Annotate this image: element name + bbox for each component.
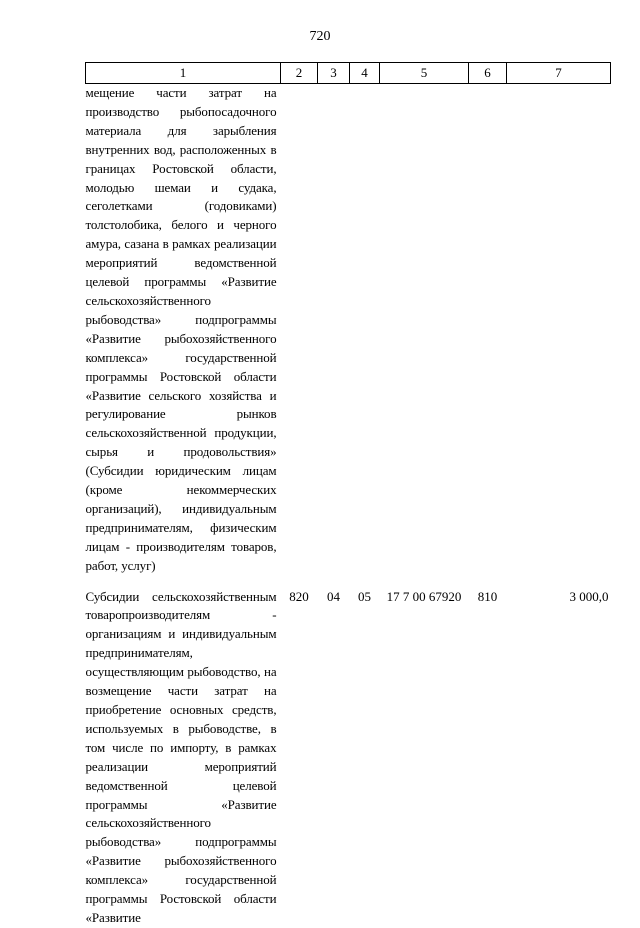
column-header-3: 3 bbox=[318, 63, 350, 84]
table-row bbox=[86, 84, 611, 576]
row-code-target: 17 7 00 67920 bbox=[386, 588, 462, 604]
row-code-target bbox=[380, 84, 469, 576]
budget-table bbox=[85, 62, 611, 928]
column-header-7: 7 bbox=[507, 63, 611, 84]
row-amount bbox=[507, 84, 611, 576]
row-code-subsection bbox=[350, 84, 380, 576]
column-header-1: 1 bbox=[86, 63, 281, 84]
column-header-2: 2 bbox=[281, 63, 318, 84]
row-amount: 3 000,0 bbox=[569, 588, 609, 604]
row-code-ministry: 820 bbox=[289, 588, 309, 604]
row-code-expense-type: 810 bbox=[477, 588, 498, 604]
row-code-ministry bbox=[281, 84, 318, 576]
row-code-expense-type bbox=[469, 84, 507, 576]
row-description: мещение части затрат на производство рыбопосадочного материала для зарыбления внутренних вод, расположенных в границах Ростовской области, молодью шемаи и судака, сеголетками (годовиками) толстолобика, белого и черного амура, сазана в рамках реализации мероприятий ведомственной целевой программы «Развитие сельскохозяйственного рыбоводства» подпрограммы «Развитие рыбохозяйственного комплекса» государственной программы Ростовской области «Развитие сельского хозяйства и регулирование рынков сельскохозяйственной продукции, сырья и продовольствия» (Субсидии юридическим лицам (кроме некоммерческих организаций), индивидуальным предпринимателям, физическим лицам - производителям товаров, работ, услуг) bbox=[85, 85, 277, 573]
column-header-5: 5 bbox=[380, 63, 469, 84]
row-description: Субсидии сельскохозяйственным товаропроизводителям - организациям и индивидуальным предпринимателям, осуществляющим рыбоводство, на возмещение части затрат на приобретение основных средств, используемых в рыбоводстве, в том числе по импорту, в рамках реализации мероприятий ведомственной целевой программы «Развитие сельскохозяйственного рыбоводства» подпрограммы «Развитие рыбохозяйственного комплекса» государственной программы Ростовской области «Развитие bbox=[85, 588, 277, 925]
column-header-6: 6 bbox=[469, 63, 507, 84]
page-number: 720 bbox=[309, 29, 331, 44]
table-row bbox=[86, 576, 611, 928]
row-code-subsection: 05 bbox=[358, 588, 371, 604]
column-header-4: 4 bbox=[350, 63, 380, 84]
row-code-section: 04 bbox=[327, 588, 340, 604]
row-code-section bbox=[318, 84, 350, 576]
table-header-row bbox=[86, 63, 611, 84]
